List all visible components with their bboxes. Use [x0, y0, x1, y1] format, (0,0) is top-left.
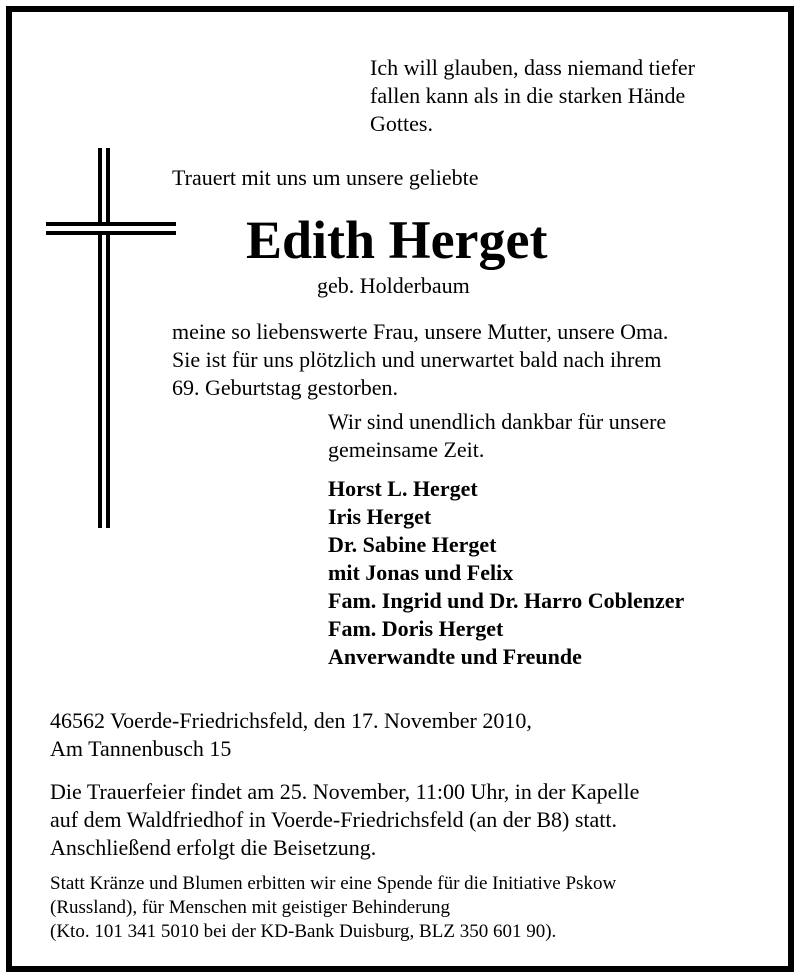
donation-line: Statt Kränze und Blumen erbitten wir eine Spende für die Initiative Pskow: [50, 873, 617, 894]
mourner-name: Iris Herget: [328, 504, 432, 529]
donation-info: [50, 872, 616, 944]
address-block: [50, 707, 532, 763]
thanks-line: gemeinsame Zeit.: [328, 437, 485, 462]
donation-line: (Kto. 101 341 5010 bei der KD-Bank Duisburg, BLZ 350 601 90).: [50, 921, 557, 942]
mourners-list: [328, 475, 684, 671]
ceremony-line: auf dem Waldfriedhof in Voerde-Friedrichsfeld (an der B8) statt.: [50, 807, 618, 832]
mourner-name: Dr. Sabine Herget: [328, 532, 497, 557]
intro-text: Trauert mit uns um unsere geliebte: [172, 165, 479, 190]
maiden-name: geb. Holderbaum: [317, 273, 470, 298]
address-line: Am Tannenbusch 15: [50, 736, 232, 761]
mourner-name: Anverwandte und Freunde: [328, 644, 582, 669]
cross-icon: [98, 148, 110, 528]
cross-icon-joint: [102, 226, 106, 231]
motto-line: fallen kann als in die starken Hände: [370, 83, 686, 108]
motto-line: Ich will glauben, dass niemand tiefer: [370, 55, 696, 80]
donation-line: (Russland), für Menschen mit geistiger Behinderung: [50, 897, 450, 918]
description-line: 69. Geburtstag gestorben.: [172, 375, 399, 400]
ceremony-line: Die Trauerfeier findet am 25. November, 11:00 Uhr, in der Kapelle: [50, 779, 640, 804]
thanks-line: Wir sind unendlich dankbar für unsere: [328, 409, 667, 434]
mourner-name: Fam. Doris Herget: [328, 616, 504, 641]
description-line: Sie ist für uns plötzlich und unerwartet bald nach ihrem: [172, 347, 662, 372]
motto-line: Gottes.: [370, 111, 433, 136]
motto-quote: [370, 54, 695, 138]
cross-icon-bar: [46, 222, 176, 235]
description-text: [172, 318, 668, 402]
address-line: 46562 Voerde-Friedrichsfeld, den 17. November 2010,: [50, 708, 532, 733]
deceased-name: Edith Herget: [246, 210, 548, 270]
ceremony-line: Anschließend erfolgt die Beisetzung.: [50, 835, 377, 860]
mourner-name: Fam. Ingrid und Dr. Harro Coblenzer: [328, 588, 685, 613]
description-line: meine so liebenswerte Frau, unsere Mutter, unsere Oma.: [172, 319, 669, 344]
mourner-name: mit Jonas und Felix: [328, 560, 514, 585]
mourner-name: Horst L. Herget: [328, 476, 478, 501]
thanks-text: [328, 408, 666, 464]
obituary-notice: [6, 6, 794, 972]
ceremony-info: [50, 778, 639, 862]
